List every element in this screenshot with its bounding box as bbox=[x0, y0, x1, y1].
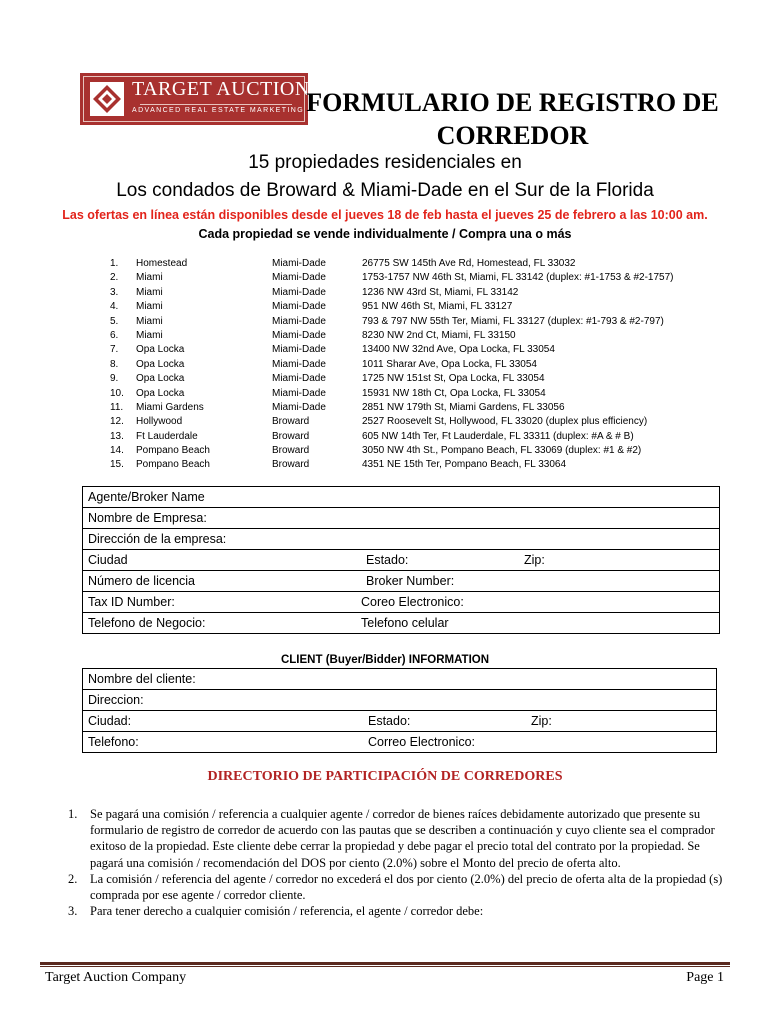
license-label: Número de licencia bbox=[88, 574, 195, 588]
diamond-logo-icon bbox=[90, 82, 124, 116]
company-logo bbox=[80, 73, 308, 125]
property-address: 3050 NW 4th St., Pompano Beach, FL 33069 (duplex: #1 & #2) bbox=[362, 445, 642, 457]
client-name-row bbox=[83, 669, 717, 690]
term-item bbox=[68, 806, 728, 871]
property-city: Hollywood bbox=[136, 416, 183, 428]
subtitle-counties: Los condados de Broward & Miami-Dade en el Sur de la Florida bbox=[116, 180, 654, 201]
property-county: Miami-Dade bbox=[272, 315, 326, 327]
property-number: 1. bbox=[110, 258, 119, 269]
agent-broker-form bbox=[82, 486, 720, 634]
property-county: Broward bbox=[272, 430, 310, 442]
property-city: Pompano Beach bbox=[136, 459, 210, 471]
term-text: Para tener derecho a cualquier comisión / referencia, el agente / corredor debe: bbox=[90, 904, 484, 919]
property-number: 9. bbox=[110, 373, 119, 385]
phone-field[interactable] bbox=[83, 613, 720, 634]
term-number: 1. bbox=[68, 807, 78, 821]
property-address: 1011 Sharar Ave, Opa Locka, FL 33054 bbox=[362, 358, 537, 370]
tax-id-row bbox=[83, 592, 720, 613]
term-text: La comisión / referencia del agente / corredor no excederá el dos por ciento (2.0%) del precio de oferta alta de la propiedad (s) comprada por ese agente / corredor cliente. bbox=[90, 871, 723, 903]
property-county: Miami-Dade bbox=[272, 344, 326, 356]
property-address: 951 NW 46th St, Miami, FL 33127 bbox=[362, 301, 513, 313]
property-address: 15931 NW 18th Ct, Opa Locka, FL 33054 bbox=[362, 387, 546, 399]
city-state-zip-field[interactable] bbox=[83, 550, 720, 571]
logo-divider bbox=[140, 104, 292, 105]
property-county: Broward bbox=[272, 416, 310, 428]
agent-name-label: Agente/Broker Name bbox=[88, 490, 205, 504]
property-number: 2. bbox=[110, 272, 119, 284]
property-number: 4. bbox=[110, 301, 119, 313]
zip-label: Zip: bbox=[524, 553, 545, 567]
client-email-label: Correo Electronico: bbox=[368, 735, 475, 749]
property-address: 1725 NW 151st St, Opa Locka, FL 33054 bbox=[362, 373, 545, 385]
phone-row bbox=[83, 613, 720, 634]
agent-name-field[interactable] bbox=[83, 487, 720, 508]
footer-divider-thin bbox=[40, 966, 730, 967]
property-city: Miami bbox=[136, 301, 163, 313]
property-number: 10. bbox=[110, 387, 124, 399]
property-number: 5. bbox=[110, 315, 119, 327]
property-address: 1236 NW 43rd St, Miami, FL 33142 bbox=[362, 286, 519, 298]
property-county: Miami-Dade bbox=[272, 272, 326, 284]
property-city: Opa Locka bbox=[136, 358, 185, 370]
term-number: 2. bbox=[68, 871, 78, 886]
property-number: 12. bbox=[110, 416, 124, 428]
property-address: 8230 NW 2nd Ct, Miami, FL 33150 bbox=[362, 329, 516, 341]
tax-id-field[interactable] bbox=[83, 592, 720, 613]
property-number: 15. bbox=[110, 459, 124, 471]
property-address: 4351 NE 15th Ter, Pompano Beach, FL 33064 bbox=[362, 459, 567, 471]
property-city: Opa Locka bbox=[136, 387, 185, 399]
client-state-label: Estado: bbox=[368, 714, 411, 728]
term-item bbox=[68, 871, 728, 903]
property-county: Miami-Dade bbox=[272, 387, 326, 399]
client-city-state-zip-field[interactable] bbox=[83, 711, 717, 732]
business-phone-label: Telefono de Negocio: bbox=[88, 616, 206, 630]
property-city: Miami Gardens bbox=[136, 401, 204, 413]
term-item bbox=[68, 903, 728, 919]
email-label: Coreo Electronico: bbox=[361, 595, 464, 609]
property-address: 605 NW 14th Ter, Ft Lauderdale, FL 33311 (duplex: #A & # B) bbox=[362, 430, 634, 442]
tax-id-label: Tax ID Number: bbox=[88, 595, 175, 609]
agent-name-row bbox=[83, 487, 720, 508]
company-address-field[interactable] bbox=[83, 529, 720, 550]
directory-heading: DIRECTORIO DE PARTICIPACIÓN DE CORREDORES bbox=[207, 769, 563, 784]
client-address-row bbox=[83, 690, 717, 711]
property-city: Homestead bbox=[136, 258, 188, 269]
client-name-field[interactable] bbox=[83, 669, 717, 690]
page-title: FORMULARIO DE REGISTRO DE CORREDOR bbox=[306, 88, 719, 150]
property-county: Miami-Dade bbox=[272, 373, 326, 385]
property-county: Miami-Dade bbox=[272, 301, 326, 313]
cell-phone-label: Telefono celular bbox=[361, 616, 449, 630]
property-address: 1753-1757 NW 46th St, Miami, FL 33142 (duplex: #1-1753 & #2-1757) bbox=[362, 272, 674, 284]
property-county: Miami-Dade bbox=[272, 286, 326, 298]
property-county: Broward bbox=[272, 459, 310, 471]
page-number: Page 1 bbox=[686, 970, 724, 985]
offers-availability-note: Las ofertas en línea están disponibles desde el jueves 18 de feb hasta el jueves 25 de febrero a las 10:00 am. bbox=[62, 208, 708, 222]
property-county: Miami-Dade bbox=[272, 401, 326, 413]
client-city-state-zip-row bbox=[83, 711, 717, 732]
property-address: 793 & 797 NW 55th Ter, Miami, FL 33127 (duplex: #1-793 & #2-797) bbox=[362, 315, 664, 327]
license-field[interactable] bbox=[83, 571, 720, 592]
company-name-row bbox=[83, 508, 720, 529]
property-county: Miami-Dade bbox=[272, 258, 326, 269]
property-city: Miami bbox=[136, 272, 163, 284]
logo-name: TARGET AUCTION bbox=[132, 78, 310, 100]
company-address-label: Dirección de la empresa: bbox=[88, 532, 227, 546]
property-address: 2851 NW 179th St, Miami Gardens, FL 33056 bbox=[362, 401, 565, 413]
footer-divider bbox=[40, 962, 730, 965]
city-label: Ciudad bbox=[88, 553, 128, 567]
company-address-row bbox=[83, 529, 720, 550]
client-address-field[interactable] bbox=[83, 690, 717, 711]
company-name-field[interactable] bbox=[83, 508, 720, 529]
property-number: 8. bbox=[110, 358, 119, 370]
city-state-zip-row bbox=[83, 550, 720, 571]
property-address: 13400 NW 32nd Ave, Opa Locka, FL 33054 bbox=[362, 344, 555, 356]
property-county: Miami-Dade bbox=[272, 329, 326, 341]
property-number: 13. bbox=[110, 430, 124, 442]
license-row bbox=[83, 571, 720, 592]
property-county: Broward bbox=[272, 445, 310, 457]
state-label: Estado: bbox=[366, 553, 409, 567]
sale-terms-note: Cada propiedad se vende individualmente / Compra una o más bbox=[198, 227, 572, 241]
property-city: Pompano Beach bbox=[136, 445, 210, 457]
client-info-heading: CLIENT (Buyer/Bidder) INFORMATION bbox=[280, 654, 490, 666]
client-phone-label: Telefono: bbox=[88, 735, 139, 749]
property-number: 14. bbox=[110, 445, 124, 457]
broker-number-label: Broker Number: bbox=[366, 574, 455, 588]
property-number: 6. bbox=[110, 329, 119, 341]
property-city: Ft Lauderdale bbox=[136, 430, 198, 442]
directory-terms-list bbox=[68, 806, 728, 919]
client-phone-row bbox=[83, 732, 717, 753]
client-address-label: Direccion: bbox=[88, 693, 144, 707]
client-info-form bbox=[82, 668, 717, 753]
logo-tagline: ADVANCED REAL ESTATE MARKETING bbox=[132, 107, 305, 114]
property-address: 26775 SW 145th Ave Rd, Homestead, FL 33032 bbox=[362, 258, 576, 269]
property-city: Opa Locka bbox=[136, 344, 185, 356]
client-name-label: Nombre del cliente: bbox=[88, 672, 196, 686]
company-name-label: Nombre de Empresa: bbox=[88, 511, 207, 525]
property-county: Miami-Dade bbox=[272, 358, 326, 370]
property-city: Miami bbox=[136, 315, 163, 327]
property-city: Miami bbox=[136, 286, 163, 298]
property-number: 7. bbox=[110, 344, 119, 356]
client-zip-label: Zip: bbox=[531, 714, 552, 728]
property-number: 11. bbox=[110, 401, 124, 413]
property-address: 2527 Roosevelt St, Hollywood, FL 33020 (duplex plus efficiency) bbox=[362, 416, 648, 428]
term-number: 3. bbox=[68, 904, 78, 919]
footer-company: Target Auction Company bbox=[45, 970, 187, 985]
subtitle-properties-count: 15 propiedades residenciales en bbox=[248, 152, 522, 173]
client-city-label: Ciudad: bbox=[88, 714, 132, 728]
property-city: Opa Locka bbox=[136, 373, 185, 385]
client-phone-field[interactable] bbox=[83, 732, 717, 753]
property-number: 3. bbox=[110, 286, 119, 298]
property-city: Miami bbox=[136, 329, 163, 341]
term-text: Se pagará una comisión / referencia a cualquier agente / corredor de bienes raíces debidamente autorizado que presente su formulario de registro de corredor de acuerdo con las pautas que se describen a continuación y cuyo cliente sea el comprador exitoso de la propiedad. Este cliente debe cerrar la propiedad y debe pagar el precio total del contrato por la propiedad. Se pagará una comisión / recomendación del DOS por ciento (2.0%) sobre el Monto del precio de oferta alto. bbox=[90, 807, 715, 870]
